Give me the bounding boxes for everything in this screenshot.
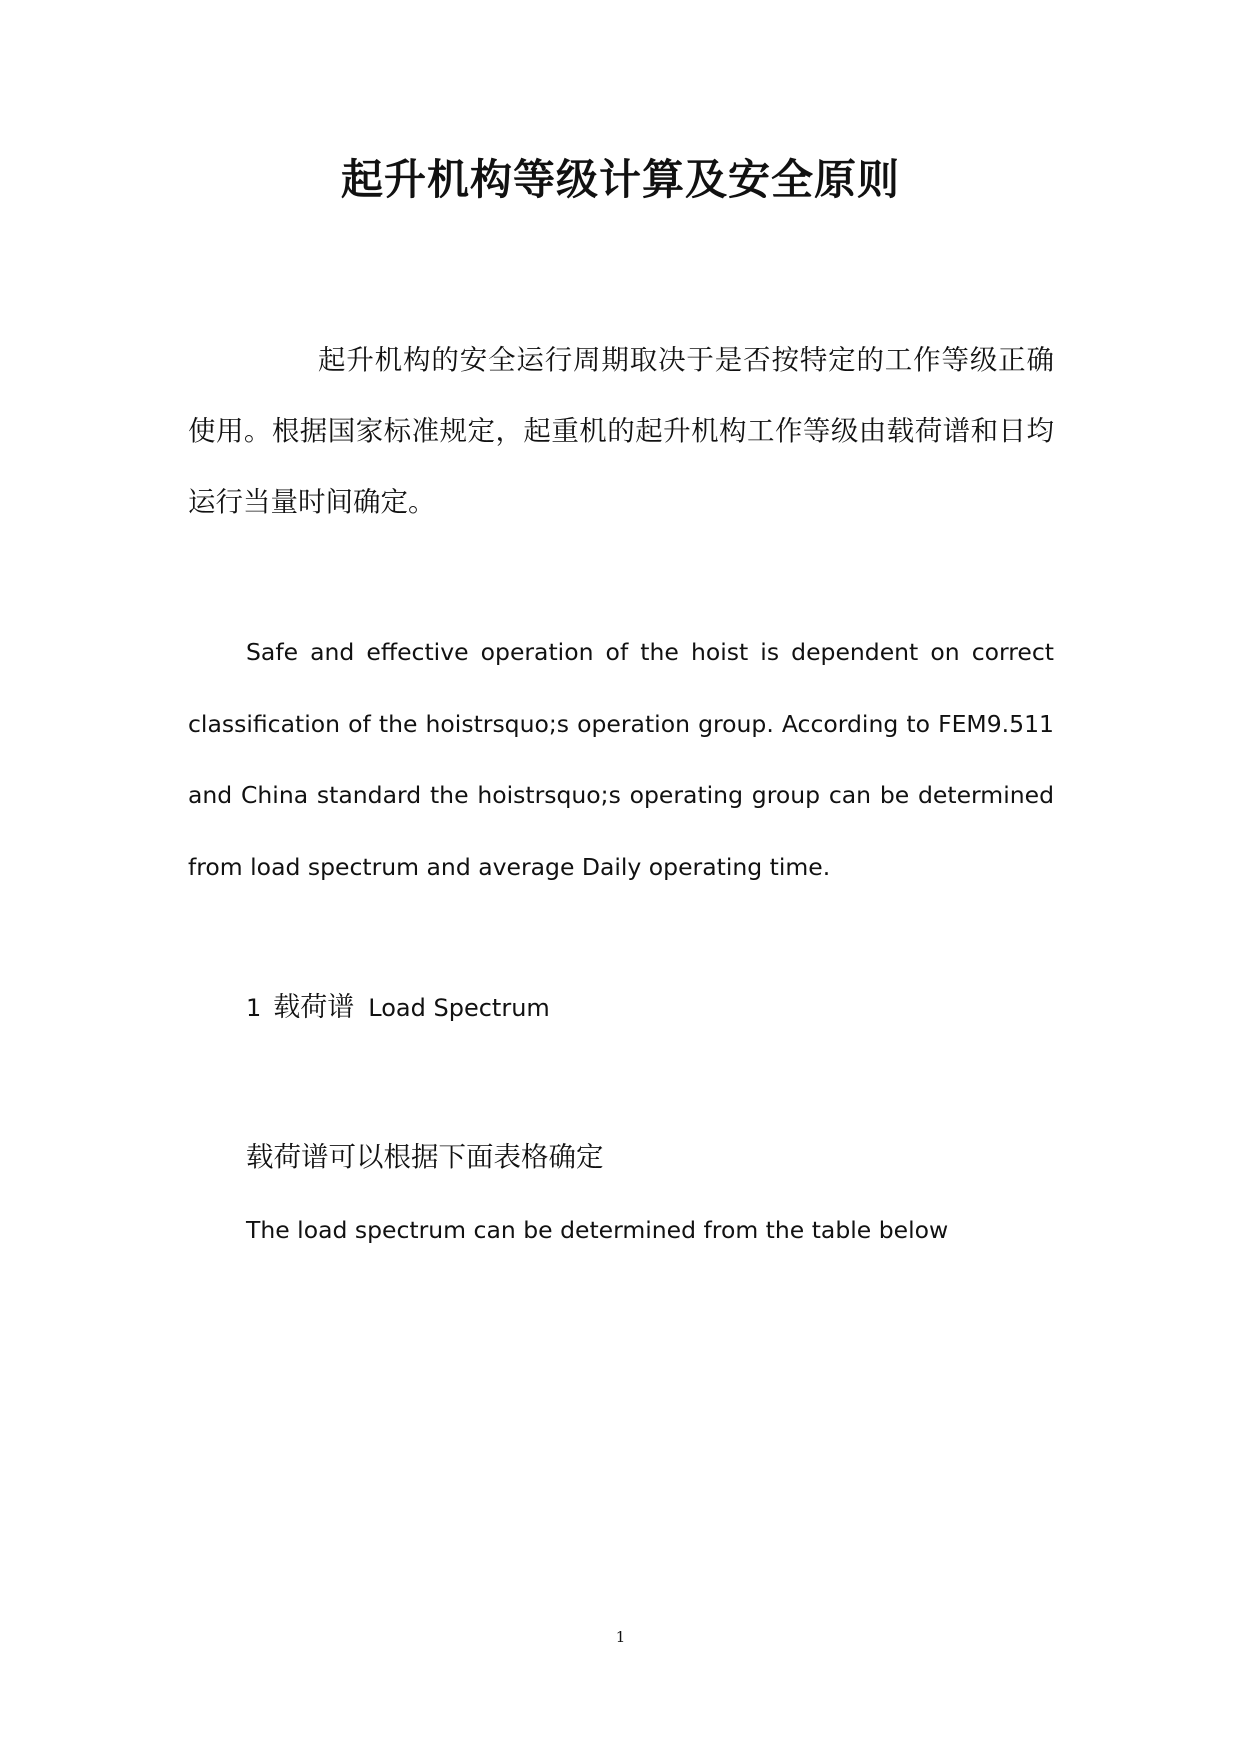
intro-paragraph-cn: 起升机构的安全运行周期取决于是否按特定的工作等级正确使用。根据国家标准规定，起重机的起升机构工作等级由载荷谱和日均运行当量时间确定。 [188,344,1054,518]
section-number: 1 [246,994,262,1022]
section-title-cn: 载荷谱 [273,992,355,1023]
page-number: 1 [615,1628,626,1646]
intro-paragraph-en: Safe and effective operation of the hoist is dependent on correct classification of the hoistrsquo;s operation group. According to FEM9.511 and China standard the hoistrsquo;s operating group can be determined from load spectrum and average Daily operating time. [188,638,1054,881]
section-title-en: Load Spectrum [368,994,550,1022]
section-text-en: The load spectrum can be determined from the table below [246,1216,949,1244]
document-title: 起升机构等级计算及安全原则 [340,155,900,204]
section-text-cn: 载荷谱可以根据下面表格确定 [246,1141,604,1173]
section-heading [246,983,550,1034]
